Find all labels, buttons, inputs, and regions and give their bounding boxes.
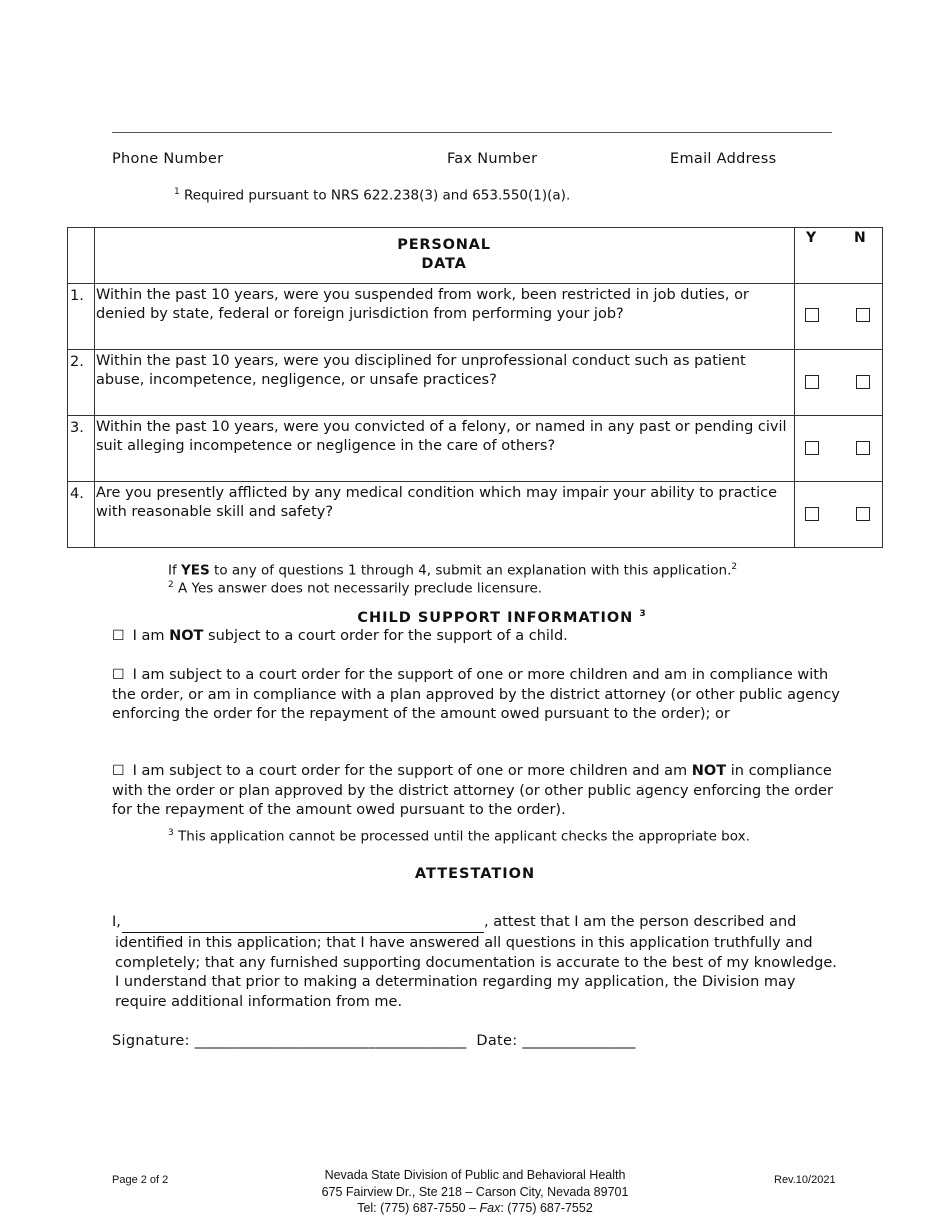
yes-column-label: Y xyxy=(806,230,817,246)
question-row xyxy=(68,416,883,482)
attestation-name-field[interactable] xyxy=(122,932,484,933)
attestation-line1: , attest that I am the person described and xyxy=(484,914,797,930)
question-number: 2. xyxy=(68,350,95,416)
footnote-2: $^2$ A Yes answer does not necessarily preclude licensure. xyxy=(168,580,543,597)
footer-phone: Tel: (775) 687-7550 – Fax: (775) 687-7552 xyxy=(357,1201,593,1215)
footer-street: 675 Fairview Dr., Ste 218 – Carson City, Nevada 89701 xyxy=(321,1184,629,1199)
yes-explanation-note: If YES to any of questions 1 through 4, submit an explanation with this application.$^2$ xyxy=(168,562,738,579)
attestation-prefix: I, xyxy=(112,914,121,930)
attestation-heading: ATTESTATION xyxy=(414,866,536,882)
footer-address xyxy=(260,1167,690,1217)
personal-data-table xyxy=(67,227,883,548)
no-column-label: N xyxy=(854,230,866,246)
table-header-row xyxy=(68,228,883,284)
q1-yes-checkbox[interactable] xyxy=(805,308,819,322)
child-support-option-noncompliant[interactable]: ☐ I am subject to a court order for the support of one or more children and am NOT in compliance with the order or plan approved by the district attorney (or other public agency enforcing the order for the repayment of the amount owed pursuant to the order). xyxy=(112,763,833,818)
page-number: Page 2 of 2 xyxy=(112,1174,169,1186)
q2-no-checkbox[interactable] xyxy=(856,375,870,389)
child-support-option-not-subject[interactable]: ☐ I am NOT subject to a court order for the support of a child. xyxy=(112,628,568,644)
q3-yes-checkbox[interactable] xyxy=(805,441,819,455)
child-support-heading: CHILD SUPPORT INFORMATION $^3$ xyxy=(357,609,647,626)
q4-no-checkbox[interactable] xyxy=(856,507,870,521)
phone-label: Phone Number xyxy=(112,151,224,167)
question-text: Within the past 10 years, were you disciplined for unprofessional conduct such as patient abuse, incompetence, negligence, or unsafe practices? xyxy=(95,350,795,416)
q4-yes-checkbox[interactable] xyxy=(805,507,819,521)
contact-underline xyxy=(112,132,832,133)
question-row xyxy=(68,482,883,548)
attestation-body: identified in this application; that I have answered all questions in this application truthfully and completely; that any furnished supporting documentation is accurate to the best of my knowledge. I understand that prior to making a determination regarding my application, the Division may require additional information from me. xyxy=(115,935,837,1010)
q1-no-checkbox[interactable] xyxy=(856,308,870,322)
signature-label: Signature: xyxy=(112,1033,190,1049)
q3-no-checkbox[interactable] xyxy=(856,441,870,455)
personal-data-heading: PERSONAL DATA xyxy=(397,237,491,272)
question-row xyxy=(68,284,883,350)
question-number: 3. xyxy=(68,416,95,482)
date-label: Date: xyxy=(476,1033,518,1049)
question-row xyxy=(68,350,883,416)
checkbox-icon[interactable]: ☐ xyxy=(112,763,125,779)
footer-org: Nevada State Division of Public and Behavioral Health xyxy=(324,1168,626,1182)
question-number: 1. xyxy=(68,284,95,350)
checkbox-icon[interactable]: ☐ xyxy=(112,628,125,644)
footnote-3: $^3$ This application cannot be processed until the applicant checks the appropriate box. xyxy=(168,828,750,845)
question-number: 4. xyxy=(68,482,95,548)
email-label: Email Address xyxy=(670,151,777,167)
question-text: Within the past 10 years, were you suspended from work, been restricted in job duties, or denied by state, federal or foreign jurisdiction from performing your job? xyxy=(95,284,795,350)
signature-line xyxy=(112,1033,636,1049)
question-text: Are you presently afflicted by any medical condition which may impair your ability to practice with reasonable skill and safety? xyxy=(95,482,795,548)
question-text: Within the past 10 years, were you convicted of a felony, or named in any past or pending civil suit alleging incompetence or negligence in the care of others? xyxy=(95,416,795,482)
fax-label: Fax Number xyxy=(447,151,538,167)
footnote-1: $^1$ Required pursuant to NRS 622.238(3) and 653.550(1)(a). xyxy=(174,187,571,204)
revision-date: Rev.10/2021 xyxy=(774,1174,836,1186)
child-support-option-compliant[interactable]: ☐ I am subject to a court order for the support of one or more children and am in compliance with the order, or am in compliance with a plan approved by the district attorney (or other public agency enforcing the order for the repayment of the amount owed pursuant to the order); or xyxy=(112,667,840,722)
checkbox-icon[interactable]: ☐ xyxy=(112,667,125,683)
signature-field[interactable]: ____________________________________ xyxy=(194,1033,467,1049)
date-field[interactable]: _______________ xyxy=(522,1033,636,1049)
q2-yes-checkbox[interactable] xyxy=(805,375,819,389)
